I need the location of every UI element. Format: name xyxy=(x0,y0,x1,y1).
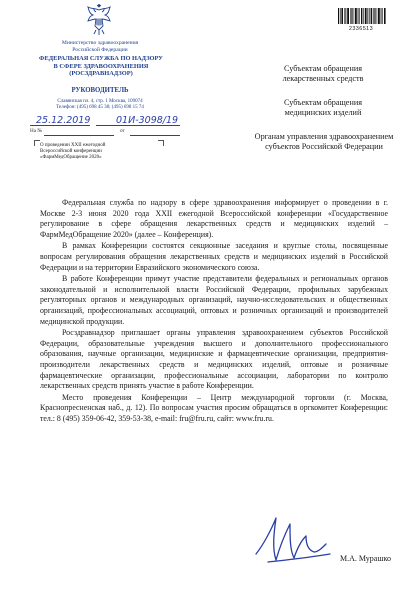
reply-to-row xyxy=(28,128,180,138)
handwritten-signature xyxy=(246,510,336,570)
recipient-block xyxy=(258,64,388,83)
subject-line: «ФармМедОбращение 2020» xyxy=(40,155,102,160)
agency-line: В СФЕРЕ ЗДРАВООХРАНЕНИЯ xyxy=(53,62,149,70)
coat-of-arms-icon xyxy=(86,4,112,36)
letter-body xyxy=(40,198,388,425)
agency-line: (РОСЗДРАВНАДЗОР) xyxy=(69,70,133,78)
recipient-line: Субъектам обращения xyxy=(284,98,362,107)
body-paragraph: Росздравнадзор приглашает органы управления здравоохранением субъектов Российской Федерации, образовательные учреждения высшего и дополнительного профессионального образования, научные организации, медицинские и фармацевтические организации, предприятия-производители лекарственных средств и медицинских изделий, оптовые и розничные фармацевтические организации, профессиональные ассоциации, лаборатории по контролю лекарственных средств принять участие в работе Конференции. xyxy=(40,328,388,391)
subject-bracket-right xyxy=(158,140,164,146)
subject-line: Всероссийской конференции xyxy=(40,149,102,154)
recipient-line: медицинских изделий xyxy=(284,107,362,117)
handwritten-date: 25.12.2019 xyxy=(36,115,91,126)
recipient-block xyxy=(246,132,402,151)
ministry-line: Министерство здравоохранения xyxy=(61,40,139,46)
reply-date-label: от xyxy=(120,128,125,134)
ministry-line: Российской Федерации xyxy=(72,46,128,53)
ministry-name xyxy=(30,40,170,53)
body-paragraph: Федеральная служба по надзору в сфере здравоохранения информирует о проведении в г. Москве 2-3 июня 2020 года XXII ежегодной Всероссийской конференции «Государственное регулирование в сфере обращения лекарственных средств и медицинских изделий – ФармМедОбращение 2020» (далее – Конференция). xyxy=(40,198,388,239)
phone-line: Телефон: (495) 698 45 38; (495) 698 15 74 xyxy=(56,105,144,111)
barcode-number: 2336513 xyxy=(348,26,374,32)
recipient-line: Органам управления здравоохранением xyxy=(254,132,394,141)
body-paragraph: Место проведения Конференции – Центр международной торговли (г. Москва, Краснопресненская наб., д. 12). По вопросам участия просим обращаться в оргкомитет Конференции: тел.: 8 (495) 359-06-42, 359-53-38, e-mail: fru@fru.ru, сайт: www.fru.ru. xyxy=(40,392,388,423)
reply-number-label: На № xyxy=(30,128,43,134)
barcode-icon xyxy=(338,8,386,24)
agency-line: ФЕДЕРАЛЬНАЯ СЛУЖБА ПО НАДЗОРУ xyxy=(39,55,163,62)
body-paragraph: В рамках Конференции состоятся секционные заседания и круглые столы, посвященные вопросам регулирования обращения лекарственных средств и медицинских изделий в Российской Федерации и на территории Евразийского экономического союза. xyxy=(40,241,388,272)
reply-number-line xyxy=(44,135,114,136)
handwritten-number: 01И-3098/19 xyxy=(116,115,179,126)
address-line: Славянская пл. 4, стр. 1 Москва, 109074 xyxy=(57,99,143,104)
recipient-line: субъектов Российской Федерации xyxy=(265,141,383,151)
recipient-block xyxy=(258,98,388,117)
reply-date-line xyxy=(130,135,180,136)
outgoing-reference xyxy=(30,115,180,125)
recipient-line: Субъектам обращения xyxy=(284,64,362,73)
recipient-line: лекарственных средств xyxy=(282,73,364,83)
position-title: РУКОВОДИТЕЛЬ xyxy=(71,87,129,94)
body-paragraph: В работе Конференции примут участие представители федеральных и региональных органов законодательной и исполнительной власти Российской Федерации, профильных зарубежных регуляторных органов и международных организаций, научно-исследовательских и общественных организаций, профессиональных ассоциаций, оптовых и розничных организаций и производителей медицинской продукции. xyxy=(40,274,388,326)
agency-name xyxy=(22,55,180,78)
letter-subject xyxy=(40,143,150,161)
subject-line: О проведении XXII ежегодной xyxy=(40,143,106,148)
agency-address xyxy=(30,99,170,111)
date-underline xyxy=(30,125,90,126)
number-underline xyxy=(96,125,180,126)
signer-name: М.А. Мурашко xyxy=(340,554,391,563)
